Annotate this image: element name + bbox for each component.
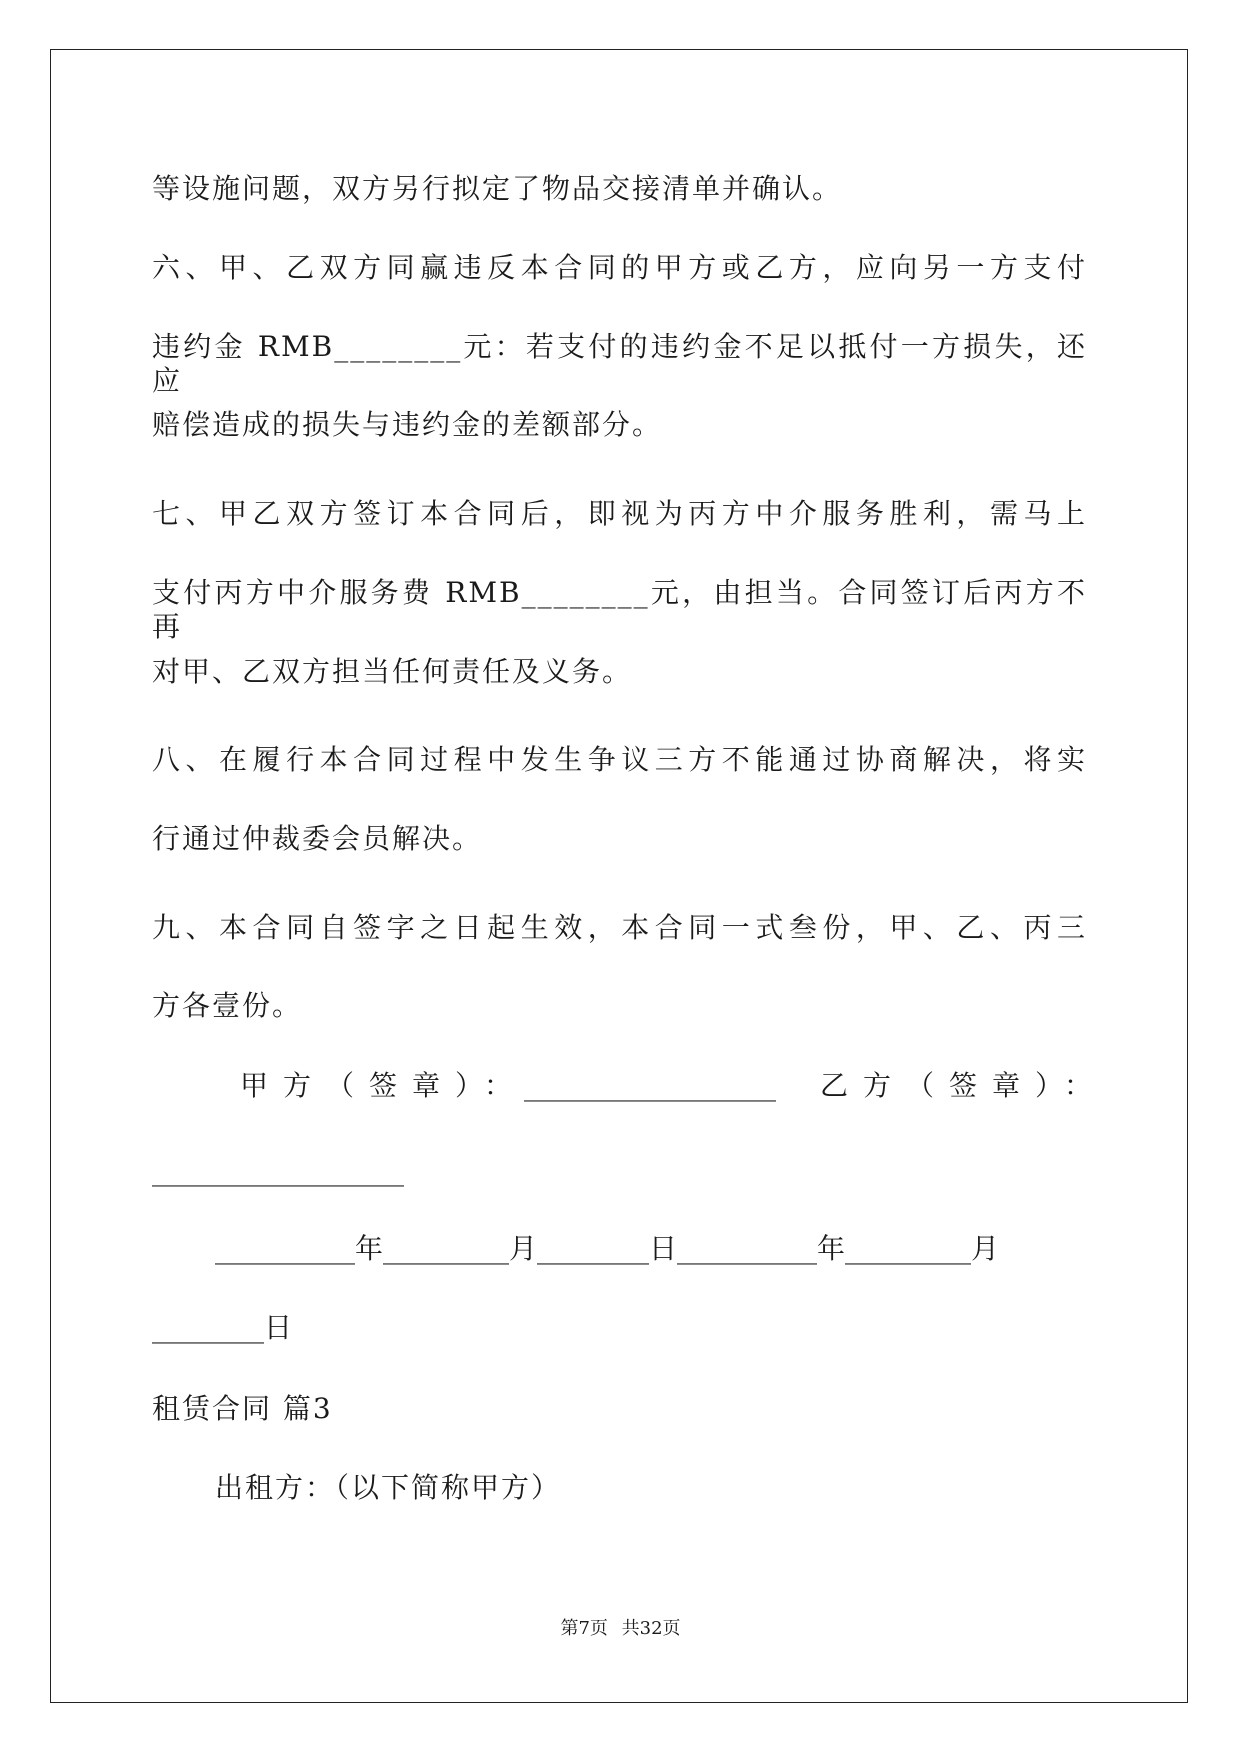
page-footer bbox=[0, 1618, 1241, 1640]
party-a-signature-label: 甲方（签章）： bbox=[240, 1069, 528, 1102]
clause-six-line1: 六、甲、乙双方同赢违反本合同的甲方或乙方，应向另一方支付 bbox=[152, 251, 1087, 284]
clause-nine-line1: 九、本合同自签字之日起生效，本合同一式叁份，甲、乙、丙三 bbox=[152, 911, 1087, 944]
page-number: 第7页 bbox=[560, 1618, 608, 1639]
party-b-signature-label: 乙方（签章）： bbox=[820, 1069, 1108, 1102]
clause-seven-line3: 对甲、乙双方担当任何责任及义务。 bbox=[152, 655, 633, 688]
date-row: __________年_________月________日__________年_________月 bbox=[215, 1232, 1000, 1265]
section-title: 租赁合同 篇3 bbox=[152, 1392, 333, 1425]
party-b-signature-blank: __________________ bbox=[152, 1154, 404, 1187]
clause-nine-line2: 方各壹份。 bbox=[152, 989, 303, 1022]
clause-six-line2: 违约金 RMB________元：若支付的违约金不足以抵付一方损失，还应 bbox=[152, 330, 1087, 397]
party-a-signature-blank: __________________ bbox=[524, 1069, 776, 1102]
clause-seven-line2: 支付丙方中介服务费 RMB________元，由担当。合同签订后丙方不再 bbox=[152, 576, 1087, 643]
paragraph-line: 等设施问题，双方另行拟定了物品交接清单并确认。 bbox=[152, 172, 843, 205]
lessor-line: 出租方：（以下简称甲方） bbox=[215, 1471, 562, 1504]
page-total: 共32页 bbox=[621, 1618, 681, 1639]
page-border bbox=[50, 49, 1188, 1703]
clause-six-line3: 赔偿造成的损失与违约金的差额部分。 bbox=[152, 408, 663, 441]
clause-eight-line1: 八、在履行本合同过程中发生争议三方不能通过协商解决，将实 bbox=[152, 743, 1087, 776]
date-row-continued: ________日 bbox=[152, 1311, 293, 1344]
clause-seven-line1: 七、甲乙双方签订本合同后，即视为丙方中介服务胜利，需马上 bbox=[152, 497, 1087, 530]
clause-eight-line2: 行通过仲裁委会员解决。 bbox=[152, 822, 483, 855]
